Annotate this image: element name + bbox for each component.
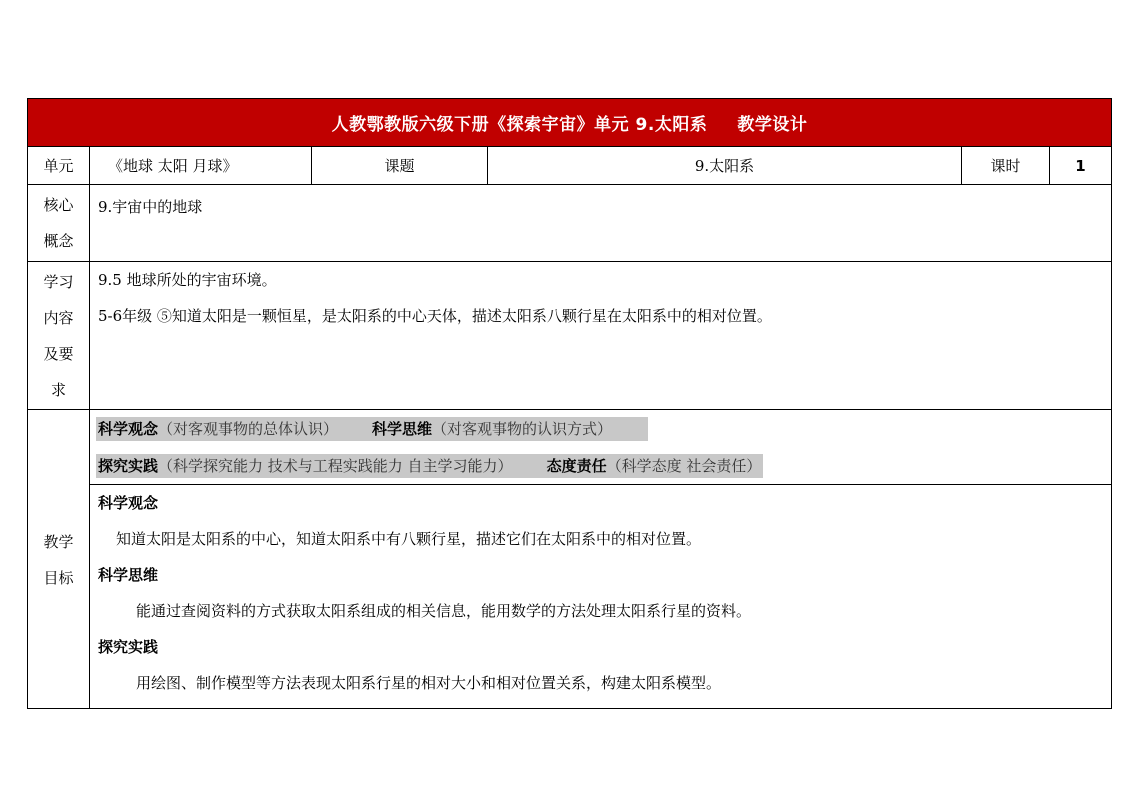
goal-text-science-concept: 知道太阳是太阳系的中心，知道太阳系中有八颗行星，描述它们在太阳系中的相对位置。	[116, 530, 702, 548]
core-concept-label-line2: 概念	[43, 232, 74, 250]
document-title	[28, 99, 1112, 147]
objectives-label-line1: 教学	[43, 533, 74, 551]
objectives-label	[28, 410, 90, 709]
goal-head-science-thinking: 科学思维	[98, 566, 159, 584]
objective-goals-content	[90, 485, 1112, 709]
learning-requirements-content	[90, 262, 1112, 410]
goal-head-science-concept: 科学观念	[98, 494, 159, 512]
lesson-plan-table	[27, 98, 1112, 709]
learning-label-line1: 学习	[43, 273, 74, 291]
goal-head-inquiry-practice: 探究实践	[98, 638, 159, 656]
goal-text-science-thinking: 能通过查阅资料的方式获取太阳系组成的相关信息，能用数学的方法处理太阳系行星的资料。	[136, 602, 752, 620]
dimension-inquiry-practice: 探究实践（科学探究能力 技术与工程实践能力 自主学习能力） 态度责任（科学态度 社会责任）	[96, 454, 763, 478]
dimension-attitude-responsibility: 态度责任	[546, 456, 607, 475]
dimension-science-thinking: 科学思维	[372, 419, 433, 438]
period-value: 1	[1050, 147, 1112, 185]
topic-label: 课题	[312, 147, 488, 185]
dimensions-line-2	[96, 447, 1105, 484]
core-concept-text: 9.宇宙中的地球	[98, 198, 203, 216]
learning-requirements-row	[28, 262, 1112, 410]
goal-text-inquiry-practice: 用绘图、制作模型等方法表现太阳系行星的相对大小和相对位置关系，构建太阳系模型。	[136, 674, 722, 692]
learning-line-1: 9.5 地球所处的宇宙环境。	[98, 271, 277, 289]
header-row	[28, 147, 1112, 185]
core-concept-row	[28, 185, 1112, 262]
topic-value: 9.太阳系	[488, 147, 962, 185]
learning-label-line4: 求	[50, 381, 66, 399]
learning-label-line2: 内容	[43, 309, 74, 327]
core-concept-label	[28, 185, 90, 262]
objective-dimensions-row	[28, 410, 1112, 485]
learning-requirements-label	[28, 262, 90, 410]
title-suffix: 教学设计	[737, 115, 808, 135]
learning-line-2: 5-6年级 ⑤知道太阳是一颗恒星，是太阳系的中心天体，描述太阳系八颗行星在太阳系中的相对位置。	[98, 307, 772, 325]
core-concept-label-line1: 核心	[43, 196, 74, 214]
title-row	[28, 99, 1112, 147]
unit-label: 单元	[28, 147, 90, 185]
core-concept-content	[90, 185, 1112, 262]
dimensions-line-1	[96, 410, 1105, 447]
objective-goals-row	[28, 485, 1112, 709]
objective-dimensions-content	[90, 410, 1112, 485]
period-label: 课时	[962, 147, 1050, 185]
learning-label-line3: 及要	[43, 345, 74, 363]
dimension-science-concept: 科学观念（对客观事物的总体认识） 科学思维（对客观事物的认识方式）	[96, 417, 648, 441]
objectives-label-line2: 目标	[43, 569, 74, 587]
unit-value: 《地球 太阳 月球》	[90, 147, 312, 185]
title-main: 人教鄂教版六级下册《探索宇宙》单元 9.太阳系	[331, 115, 708, 135]
